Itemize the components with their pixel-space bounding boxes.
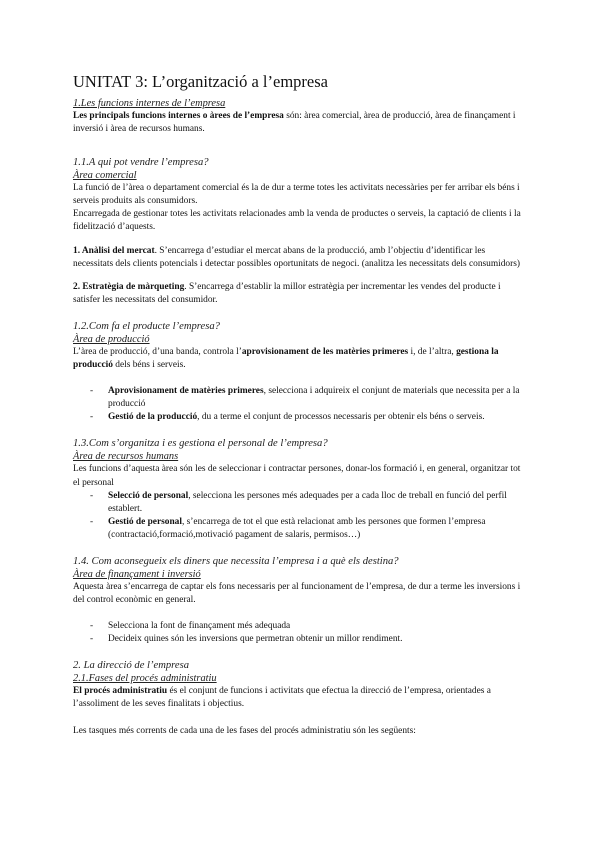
section-1-1-paragraph-2: Encarregada de gestionar totes les activitats relacionades amb la venda de productes o serveis, la captació de clients i la fidelització d’aquests. bbox=[73, 209, 521, 233]
list-item-bold: Selecció de personal bbox=[108, 490, 189, 501]
finance-list bbox=[73, 620, 521, 646]
section-1-3-paragraph: Les funcions d’aquesta àrea són les de seleccionar i contractar persones, donar-los formació i, en general, organitzar tot el personal bbox=[73, 464, 521, 488]
list-item bbox=[73, 633, 521, 646]
section-2-paragraph-2: Les tasques més corrents de cada una de les fases del procés administratiu són les següents: bbox=[73, 725, 416, 736]
list-item-bold: Gestió de la producció bbox=[108, 412, 198, 423]
list-item-bold: Gestió de personal bbox=[108, 516, 182, 527]
marketing-strategy-item bbox=[73, 281, 521, 307]
area-comercial-label: Àrea comercial bbox=[73, 170, 137, 182]
marketing-strategy-text: . S’encarrega d’establir la millor estratègia per incrementar les vendes del producte i satisfer les necessitats del consumidor. bbox=[73, 281, 501, 305]
section-1-4-paragraph: Aquesta àrea s’encarrega de captar els fons necessaris per al funcionament de l’empresa, de dur a terme les inversions i del control econòmic en general. bbox=[73, 581, 521, 606]
process-bold: El procés administratiu bbox=[73, 686, 168, 697]
dash-bullet: - bbox=[90, 621, 94, 632]
section-1-1-paragraph-1: La funció de l’àrea o departament comercial és la de dur a terme totes les activitats necessàries per fer arribar els béns i serveis produits als consumidors. bbox=[73, 183, 520, 207]
section-2-paragraph bbox=[73, 685, 521, 711]
section-1-2-paragraph bbox=[73, 346, 521, 372]
area-recursos-humans-label: Àrea de recursos humans bbox=[73, 451, 179, 463]
list-item-text: , selecciona i adquireix el conjunt de materials que necessita per a la producció bbox=[108, 386, 520, 410]
dash-bullet: - bbox=[90, 386, 94, 397]
section-1-2-heading: 1.2.Com fa el producte l’empresa? bbox=[73, 320, 220, 332]
hr-list bbox=[73, 490, 521, 542]
list-item-bold: Aprovisionament de matèries primeres bbox=[108, 386, 264, 397]
section-1-4-heading: 1.4. Com aconsegueix els diners que necessita l’empresa i a què els destina? bbox=[73, 555, 399, 567]
dash-bullet: - bbox=[90, 412, 94, 423]
section-1-3-heading: 1.3.Com s’organitza i es gestiona el personal de l’empresa? bbox=[73, 438, 328, 450]
list-item-text: Selecciona la font de finançament més adequada bbox=[108, 621, 291, 632]
production-text-c: i, de l’altra, bbox=[408, 346, 457, 357]
list-item-text: Decideix quines són les inversions que permetran obtenir un millor rendiment. bbox=[108, 634, 403, 645]
section-1-1-heading: 1.1.A qui pot vendre l’empresa? bbox=[73, 157, 209, 169]
section-1-intro bbox=[73, 110, 521, 136]
market-analysis-bold: 1. Anàlisi del mercat bbox=[73, 245, 155, 256]
intro-bold: Les principals funcions internes o àrees de l’empresa bbox=[73, 111, 284, 121]
marketing-strategy-bold: 2. Estratègia de màrqueting bbox=[73, 281, 185, 292]
production-bold-b: aprovisionament de les matèries primeres bbox=[241, 346, 409, 357]
list-item bbox=[73, 385, 521, 411]
list-item-text: , selecciona les persones més adequades per a cada lloc de treball en funció del perfil establert. bbox=[108, 490, 507, 514]
list-item-text: , du a terme el conjunt de processos necessaris per obtenir els béns o serveis. bbox=[197, 412, 485, 423]
section-2-1-heading: 2.1.Fases del procés administratiu bbox=[73, 673, 217, 685]
production-text-e: dels béns i serveis. bbox=[112, 360, 186, 371]
list-item bbox=[73, 620, 521, 633]
list-item bbox=[73, 516, 521, 542]
dash-bullet: - bbox=[90, 490, 94, 501]
intro-rest: són: àrea comercial, àrea de producció, àrea de finançament i inversió i àrea de recursos humans. bbox=[73, 111, 516, 135]
area-financament-label: Àrea de finançament i inversió bbox=[73, 568, 201, 580]
process-text: és el conjunt de funcions i activitats que efectua la direcció de l’empresa, orientades a l’assoliment de les seves finalitats i objectius. bbox=[73, 686, 491, 710]
market-analysis-text: . S’encarrega d’estudiar el mercat abans de la producció, amb l’objectiu d’identificar les necessitats dels clients potencials i detectar possibles oportunitats de negoci. (analitza les necessitats dels consumidors) bbox=[73, 245, 521, 269]
document-body bbox=[73, 72, 521, 738]
section-2-heading: 2. La direcció de l’empresa bbox=[73, 660, 190, 672]
document-title: UNITAT 3: L’organització a l’empresa bbox=[73, 72, 328, 91]
area-produccio-label: Àrea de producció bbox=[73, 333, 150, 345]
production-text-a: L’àrea de producció, d’una banda, controla l’ bbox=[73, 346, 242, 357]
section-1-heading: 1.Les funcions internes de l’empresa bbox=[73, 98, 226, 109]
list-item bbox=[73, 411, 521, 424]
dash-bullet: - bbox=[90, 516, 94, 527]
market-analysis-item bbox=[73, 245, 521, 271]
production-list bbox=[73, 385, 521, 424]
list-item-text: , s’encarrega de tot el que està relacionat amb les persones que formen l’empresa (contractació,formació,motivació pagament de salaris, permisos…) bbox=[108, 516, 486, 540]
list-item bbox=[73, 490, 521, 516]
dash-bullet: - bbox=[90, 634, 94, 645]
production-bold-d: gestiona la producció bbox=[73, 346, 499, 371]
